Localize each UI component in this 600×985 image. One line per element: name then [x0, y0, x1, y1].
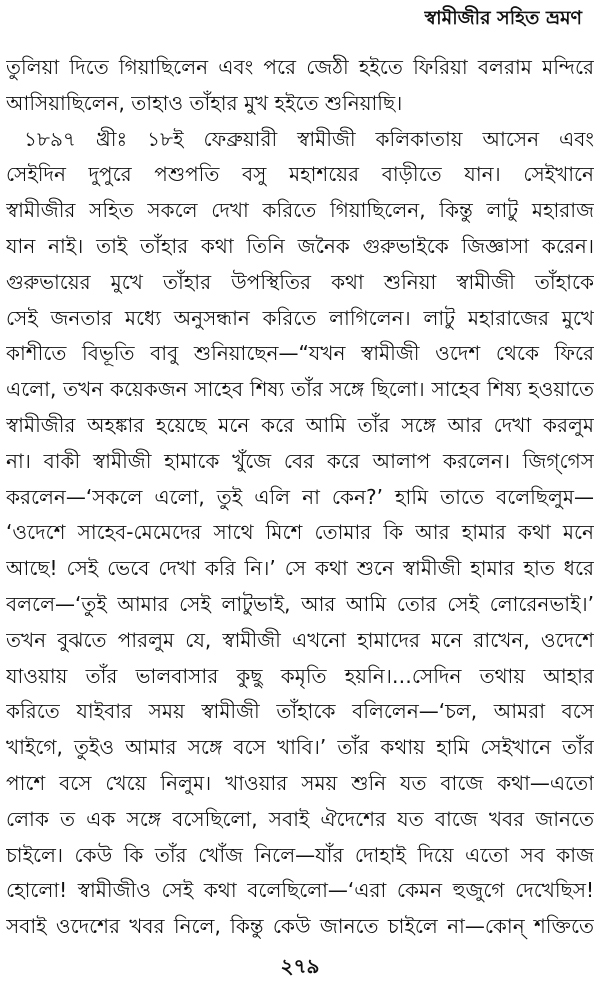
body-text: [6, 50, 594, 945]
text-line: কাশীতে বিভূতি বাবু শুনিয়াছেন—“যখন স্বামীজী ওদেশ থেকে ফিরে: [6, 341, 594, 366]
text-line: স্বামীজীর অহঙ্কার হয়েছে মনে করে আমি তাঁর সঙ্গে আর দেখা করলুম: [6, 412, 594, 437]
text-line: হোলো! স্বামীজীও সেই কথা বলেছিলো—‘এরা কেমন হুজুগে দেখেছিস!: [6, 878, 594, 903]
text-line: সবাই ওদেশের খবর নিলে, কিন্তু কেউ জানতে চাইলে না—কোন্‌ শক্তিতে: [6, 914, 594, 939]
text-line: গুরুভায়ের মুখে তাঁহার উপস্থিতির কথা শুনিয়া স্বামীজী তাঁহাকে: [6, 269, 594, 294]
text-line: সেইদিন দুপুরে পশুপতি বসু মহাশয়ের বাড়ীতে যান। সেইখানে: [6, 162, 594, 187]
text-line: করলেন—‘সকলে এলো, তুই এলি না কেন?’ হামি তাতে বলেছিলুম—: [6, 484, 594, 509]
text-line: করিতে যাইবার সময় স্বামীজী তাঁহাকে বলিলেন—‘চল, আমরা বসে: [6, 699, 594, 724]
page-number: ২৭৯: [280, 954, 320, 978]
text-line: বললে—‘তুই আমার সেই লাটুভাই, আর আমি তোর সেই লোরেনভাই।’: [6, 591, 594, 616]
text-line: যাওয়ায় তাঁর ভালবাসার কুছু কমৃতি হয়নি।…সেদিন তথায় আহার: [6, 663, 594, 688]
text-line: চাইলে। কেউ কি তাঁর খোঁজ নিলে—যাঁর দোহাই দিয়ে এতো সব কাজ: [6, 842, 594, 867]
running-header: স্বামীজীর সহিত ভ্রমণ: [424, 7, 582, 29]
text-line: খাইগে, তুইও আমার সঙ্গে বসে খাবি।’ তাঁর কথায় হামি সেইখানে তাঁর: [6, 735, 594, 760]
text-line: লোক ত এক সঙ্গে বসেছিলো, সবাই ঐদেশের যত বাজে খবর জানতে: [6, 806, 594, 831]
text-line: আছে! সেই ভেবে দেখা করি নি।’ সে কথা শুনে স্বামীজী হামার হাত ধরে: [6, 556, 594, 581]
text-line: ১৮৯৭ খ্রীঃ ১৮ই ফেব্রুয়ারী স্বামীজী কলিকাতায় আসেন এবং: [24, 126, 594, 151]
text-line: পাশে বসে খেয়ে নিলুম। খাওয়ার সময় শুনি যত বাজে কথা—এতো: [6, 770, 594, 795]
text-line: তখন বুঝতে পারলুম যে, স্বামীজী এখনো হামাদের মনে রাখেন, ওদেশে: [6, 627, 594, 652]
text-line: না। বাকী স্বামীজী হামাকে খুঁজে বের করে আলাপ করলেন। জিগ্‌গেস: [6, 448, 594, 473]
text-line: সেই জনতার মধ্যে অনুসন্ধান করিতে লাগিলেন। লাটু মহারাজের মুখে: [6, 305, 594, 330]
text-line: যান নাই। তাই তাঁহার কথা তিনি জনৈক গুরুভাইকে জিজ্ঞাসা করেন।: [6, 233, 594, 258]
text-line: তুলিয়া দিতে গিয়াছিলেন এবং পরে জেঠী হইতে ফিরিয়া বলরাম মন্দিরে: [6, 55, 594, 79]
text-line: এলো, তখন কয়েকজন সাহেব শিষ্য তাঁর সঙ্গে ছিলো। সাহেব শিষ্য হওয়াতে: [6, 377, 594, 402]
text-line: আসিয়াছিলেন, তাহাও তাঁহার মুখ হইতে শুনিয়াছি।: [6, 90, 403, 115]
text-line: ‘ওদেশে সাহেব-মেমেদের সাথে মিশে তোমার কি আর হামার কথা মনে: [6, 520, 594, 545]
text-line: স্বামীজীর সহিত সকলে দেখা করিতে গিয়াছিলেন, কিন্তু লাটু মহারাজ: [6, 198, 594, 223]
